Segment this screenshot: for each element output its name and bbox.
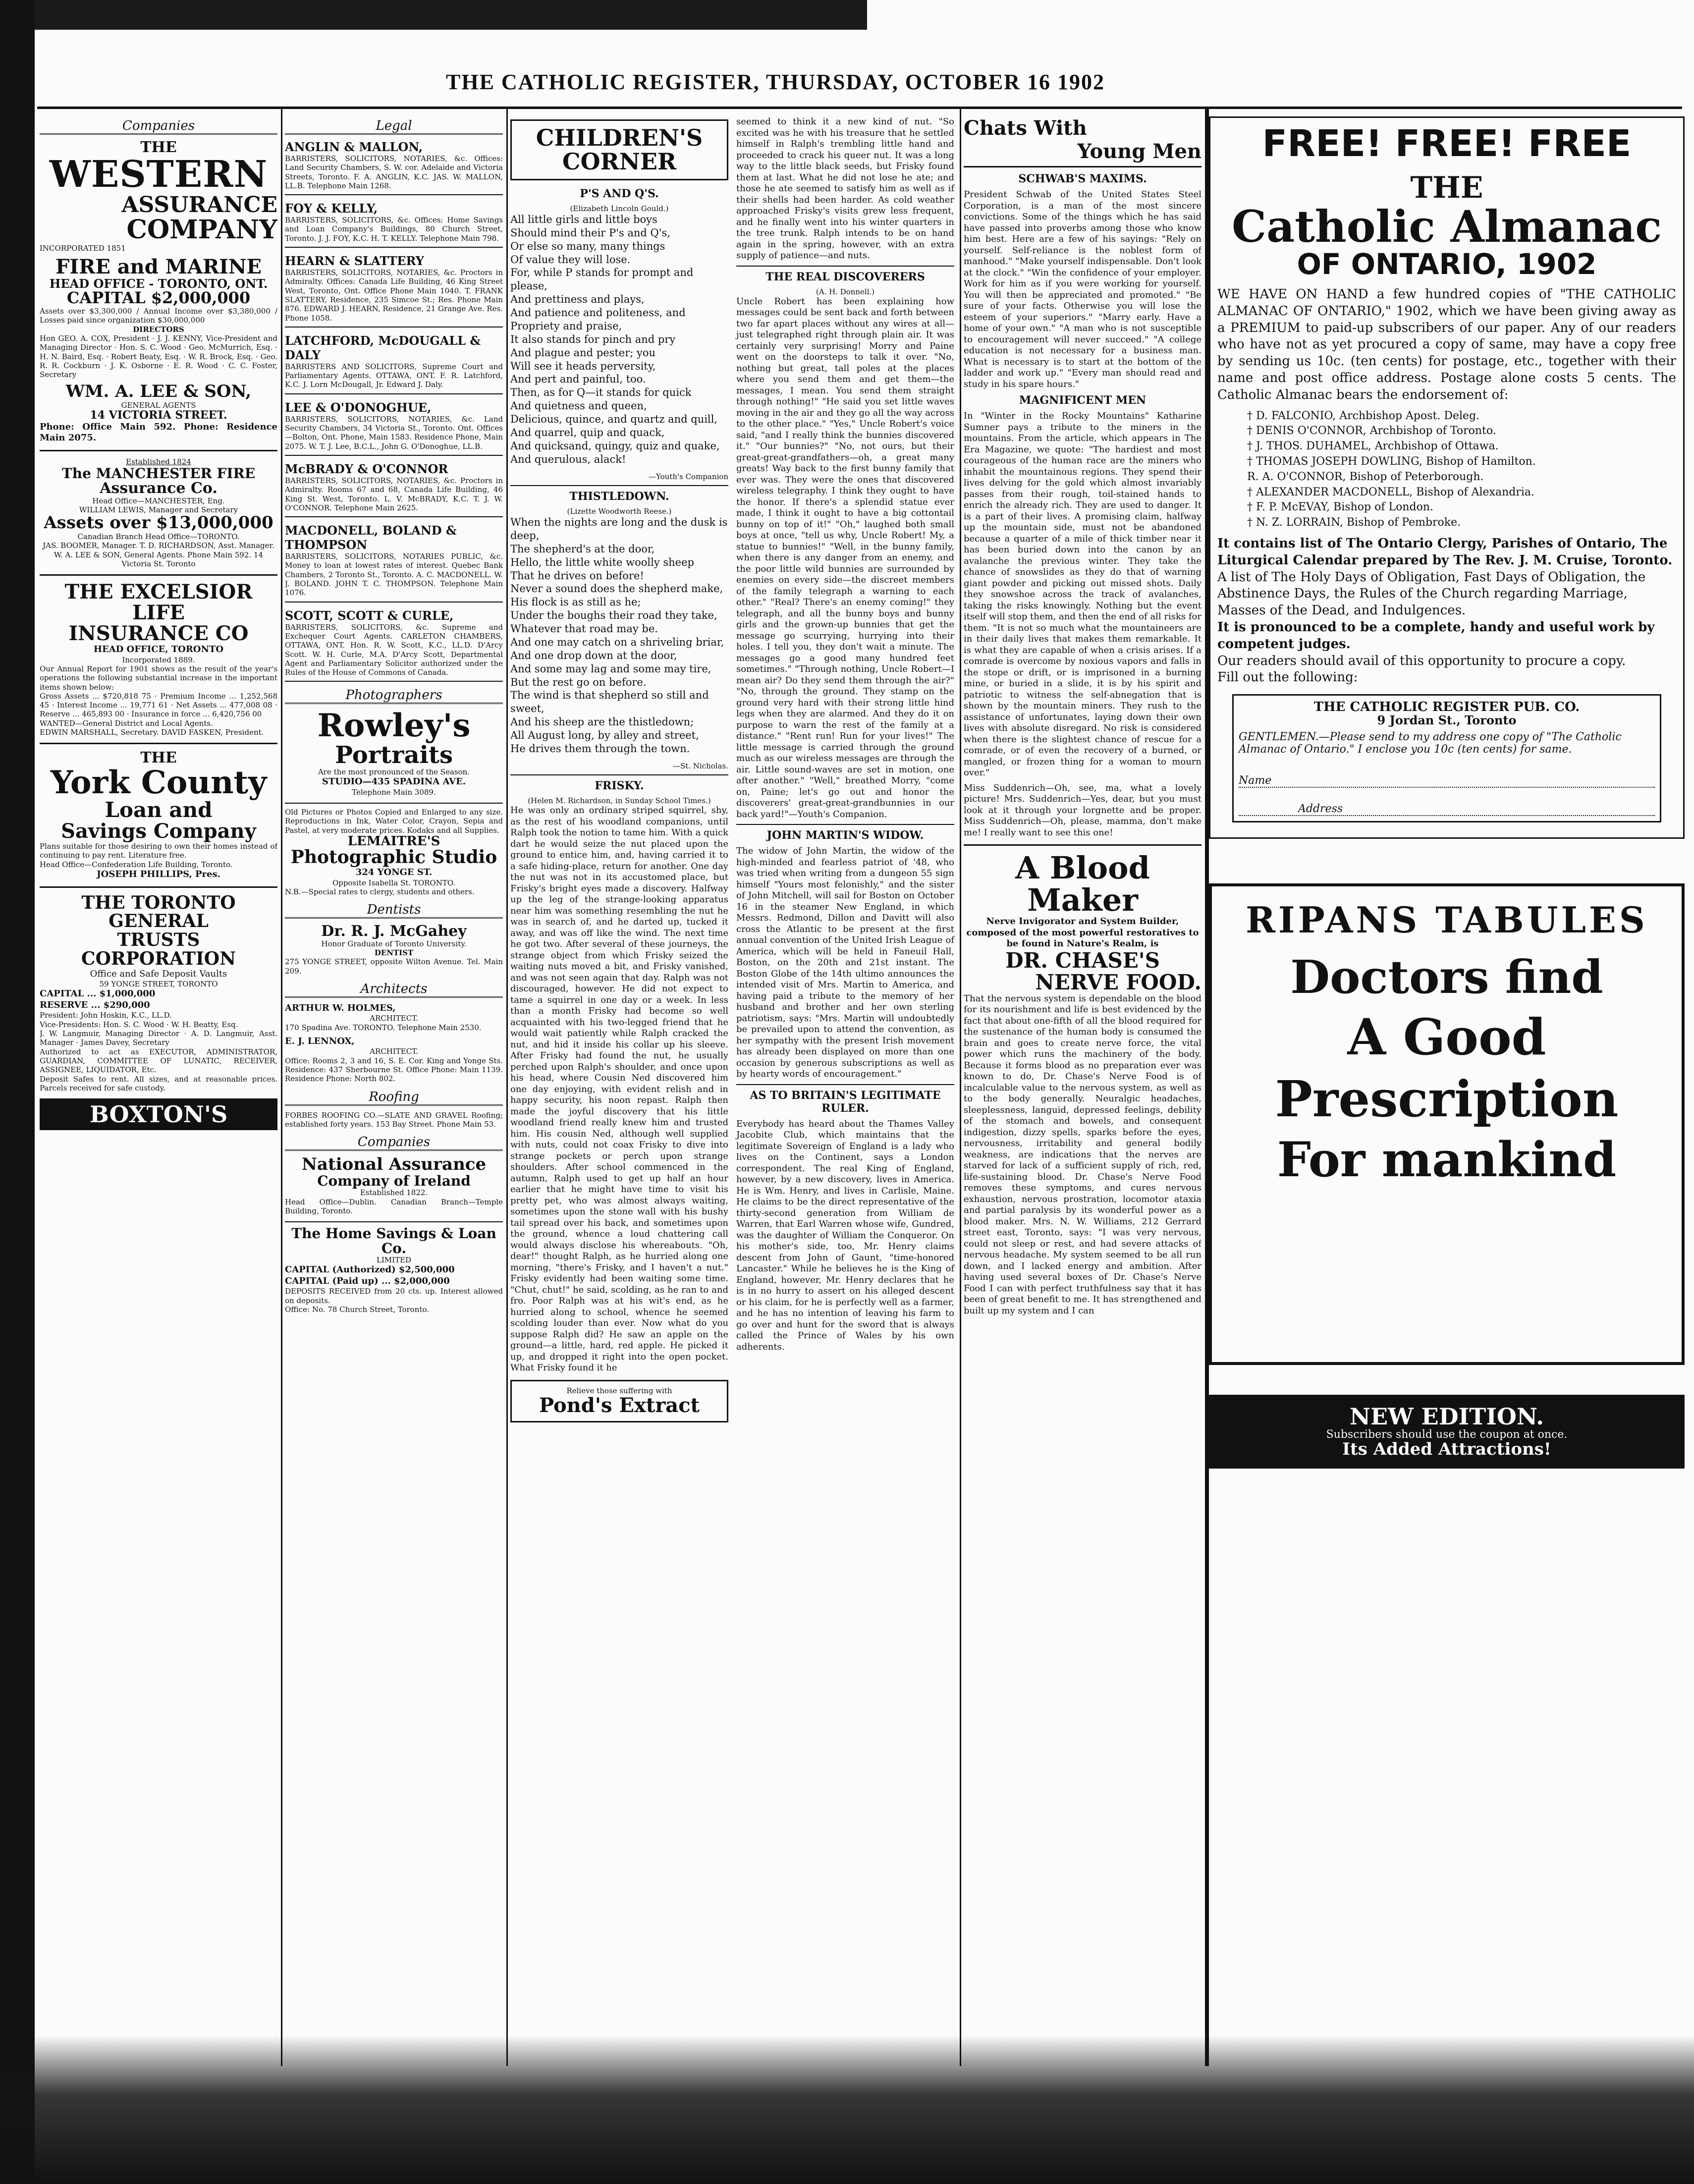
ad-text: 59 YONGE STREET, TORONTO xyxy=(99,980,218,989)
ad-line: ARTHUR W. HOLMES, xyxy=(285,1002,396,1013)
ad-text: Office and Safe Deposit Vaults xyxy=(90,968,227,979)
ad-text: Head Office—Confederation Life Building, Toronto. xyxy=(40,860,233,869)
section-heading: Companies xyxy=(40,118,277,135)
article-title: MAGNIFICENT MEN xyxy=(1019,394,1147,407)
divider xyxy=(736,266,954,267)
ad-line: ASSURANCE xyxy=(121,192,277,218)
article-body: President Schwab of the United States Steel Corporation, is a man of the most sincere convictions. Some of the things which he has said have passed into proverbs among those who know him best. Here are a few of his sayings: "Rely on yourself. Self-reliance is the noblest form of manhood." "Make yourself indispensable. Don't look at the clock." "Win the confidence of your employer. Work for him as if you were working for yourself. You will then be appreciated and promoted." "Be sure of your facts. Otherwise you will lose the esteem of your superiors." "Marry early. Have a home of your own." "A man who is not susceptible to encouragement will never succeed." "A college education is not necessary for a business man. What is necessary is to start at the bottom of the ladder and work up." "Every man should read and study in his spare hours." xyxy=(964,189,1202,389)
divider xyxy=(510,485,728,486)
endorser-line: † F. P. McEVAY, Bishop of London. xyxy=(1247,501,1433,514)
ad-title: WESTERN xyxy=(49,153,268,196)
ad-text: Authorized to act as EXECUTOR, ADMINISTRATOR, GUARDIAN, COMMITTEE OF LUNATIC, RECEIVER, ASSIGNEE, LIQUIDATOR, Etc. xyxy=(40,1047,277,1075)
ad-text: Deposit Safes to rent. All sizes, and at reasonable prices. Parcels received for safe custody. xyxy=(40,1074,277,1092)
ripans-tabules-ad xyxy=(1209,883,1685,1365)
endorser-line: † N. Z. LORRAIN, Bishop of Pembroke. xyxy=(1247,516,1461,529)
section-heading: Legal xyxy=(285,118,503,135)
ad-text: Assets over $3,300,000 / Annual Income over $3,380,000 / Losses paid since organization $30,000,000 xyxy=(40,307,277,325)
divider xyxy=(285,455,503,456)
masthead: THE CATHOLIC REGISTER, THURSDAY, OCTOBER 16 1902 xyxy=(446,70,1105,94)
roofing-ad: FORBES ROOFING CO.—SLATE AND GRAVEL Roofing; established forty years. 153 Bay Street. Phone Main 53. xyxy=(285,1110,503,1129)
firm-name: ANGLIN & MALLON, xyxy=(285,140,423,154)
divider xyxy=(285,247,503,248)
ad-text: DENTIST xyxy=(374,948,414,957)
coupon-text: GENTLEMEN.—Please send to my address one copy of "The Catholic Almanac of Ontario." I enclose you 10c (ten cents) for same. xyxy=(1239,730,1622,756)
ad-text: Phone: Office Main 592. Phone: Residence Main 2075. xyxy=(40,421,277,443)
ad-text: Subscribers should use the coupon at once. xyxy=(1326,1428,1568,1441)
ad-line: Doctors find xyxy=(1290,950,1603,1004)
poem-line: And some may lag and some may tire, xyxy=(510,662,711,675)
divider xyxy=(285,516,503,517)
poem-source: —Youth's Companion xyxy=(649,472,728,481)
firm-details: BARRISTERS AND SOLICITORS, Supreme Court and Parliamentary Agents. OTTAWA, ONT. F. R. Latchford, K.C. J. Lorn McDougall, Jr. Edward J. Daly. xyxy=(285,362,503,389)
poem-line: He drives them through the town. xyxy=(510,742,690,755)
story-body: He was only an ordinary striped squirrel, shy, as the rest of his woodland companions, until Ralph took the notion to tame him. With a quick dart he would seize the nut placed upon the ground to entice him, and, having carried it to a safe hiding-place, return for another. One day the nut was not in its accustomed place, but Frisky's bright eyes made a discovery. Halfway up the leg of the strange-looking apparatus near him was something resembling the nut he was in search of, and he darted up, tucked it away, and was off like the wind. The next time he got two. After several of these journeys, the strange object from which Frisky seized the waiting nuts moved a bit, and Frisky vanished, and was not seen again that day. Ralph was not discouraged, however. He did not expect to tame a squirrel in one day or a week. In less than a month Frisky had become so well acquainted with his two-legged friend that he would wait patiently while Ralph cracked the nut, and hid it inside his collar up his sleeve. After Frisky had found the nut, he usually perched upon Ralph's shoulder, and once upon his head, where Cousin Ned discovered him one day enjoying, with evident relish and in happy security, his noon repast. Ralph then made the joyful discovery that his little woodland friend really knew him and trusted him. His cousin Ned, although well supplied with nuts, could not coax Frisky to dive into strange pockets or perch upon strange shoulders. After school commenced in the autumn, Ralph used to get up half an hour earlier that he might have time to visit his pretty pet, who was almost always waiting, sometimes upon the stone wall with his bushy tail spread over his back, and sometimes upon the ground, whence a loud chattering call would always disclose his whereabouts. "Oh, dear!" thought Ralph, as he hurried along one morning, "there's Frisky, and I haven't a nut." Frisky evidently had been waiting some time. "Chut, chut!" he said, scolding, as he ran to and fro. Poor Ralph was at his wit's end, as he hurried along to school, whence he seemed scolding louder than ever. Now what do you suppose Ralph did? He saw an apple on the ground—a little, hard, red apple. He picked it up, and dropped it right into the open pocket. What Frisky found it he xyxy=(510,805,728,1373)
ad-text: Nerve Invigorator and System Builder, composed of the most powerful restoratives to be found in Nature's Realm, is xyxy=(966,916,1199,949)
chase-nerve-food-ad xyxy=(964,852,1202,1316)
ad-text: CAPITAL (Paid up) ... $2,000,000 xyxy=(285,1275,450,1286)
firm-name: LEE & O'DONOGHUE, xyxy=(285,400,432,415)
poem-line: It also stands for pinch and pry xyxy=(510,333,676,345)
scan-border xyxy=(0,0,867,30)
firm-name: MACDONELL, BOLAND & THOMPSON xyxy=(285,523,457,552)
endorsers-list xyxy=(1217,409,1676,531)
legal-firm-card xyxy=(285,400,503,456)
ad-text: RESERVE ... $290,000 xyxy=(40,999,150,1010)
ad-line: Its Added Attractions! xyxy=(1342,1439,1551,1459)
childrens-corner-right xyxy=(736,116,954,1429)
firm-name: McBRADY & O'CONNOR xyxy=(285,461,448,476)
firm-details: BARRISTERS, SOLICITORS, NOTARIES, &c. Proctors in Admiralty. Rooms 67 and 68, Canada Life Building, 46 King St. West, Toronto. L. V. McBRADY, K.C. T. J. W. O'CONNOR. Telephone Main 2625. xyxy=(285,476,503,512)
ad-text: LIMITED xyxy=(376,1255,412,1264)
poem-line: And his sheep are the thistledown; xyxy=(510,716,694,728)
ad-title: THE TORONTO GENERAL xyxy=(81,892,236,932)
ad-text: ARCHITECT. xyxy=(370,1047,418,1056)
ad-line: DR. CHASE'S xyxy=(1005,948,1160,973)
poem-line: The shepherd's at the door, xyxy=(510,543,655,555)
ad-text: CAPITAL (Authorized) $2,500,000 xyxy=(285,1264,455,1275)
poem-line: Or else so many, many things xyxy=(510,240,665,252)
legal-firm-card xyxy=(285,333,503,394)
column-rule xyxy=(960,109,961,2066)
firm-details: BARRISTERS, SOLICITORS, &c. Supreme and Exchequer Court Agents. CARLETON CHAMBERS, OTTAWA, ONT. Hon. R. W. Scott, K.C., LL.D. D'Arcy Scott. W. H. Curle, M.A. D'Arcy Scott, Departmental Agent and Parliamentary Solicitor authorized under the Rules of the House of Commons of Canada. xyxy=(285,622,503,677)
ad-text: Established 1824 xyxy=(126,457,191,466)
ad-text: Incorporated 1889. xyxy=(122,655,195,664)
ad-line: Prescription xyxy=(1275,1069,1619,1128)
ad-title: BOXTON'S xyxy=(40,1098,277,1130)
ad-text: Honor Graduate of Toronto University. xyxy=(321,939,467,948)
divider xyxy=(285,194,503,195)
ad-title: RIPANS TABULES xyxy=(1246,898,1648,941)
divider xyxy=(285,327,503,328)
ad-line: FIRE and MARINE xyxy=(55,255,262,279)
poem-line: And patience and politeness, and xyxy=(510,307,686,319)
ad-text: CAPITAL ... $1,000,000 xyxy=(40,988,156,999)
childrens-corner-banner xyxy=(510,119,728,180)
ad-text: Canadian Branch Head Office—TORONTO. xyxy=(77,532,240,541)
coupon-name-field[interactable]: Name xyxy=(1239,760,1655,788)
ad-text: Opposite Isabella St. TORONTO. xyxy=(332,878,456,887)
coupon-line: 9 Jordan St., Toronto xyxy=(1377,713,1517,728)
ad-text: Our Annual Report for 1901 shows as the result of the year's operations the following substantial increase in the important items shown below: xyxy=(40,664,277,692)
article-body: In "Winter in the Rocky Mountains" Katharine Sumner pays a tribute to the miners in the mountains. From the article, which appears in The Era Magazine, we quote: "The hardiest and most courageous of the human race are the miners who inhabit the mountainous regions. They spend their lives delving for the gold which almost invariably passes from their rough, toil-stained hands to enrich the already rich. They are used to danger. It is a part of their lives. A promising claim, halfway up the mountain side, must not be abandoned because a quarter of a mile of thick timber near it has been buried down into the canon by an avalanche the previous winter. They take the chance of snowslides as they do that of warning giant powder and picking out missed shots. Daily they snowshoe across the track of avalanches, taking the risks knowingly. Nothing but the event itself will stop them, and then the end of all risks for them. "It is not so much what the mountaineers are in their daily lives that makes them remarkable. It is what they are capable of when a crisis arises. If a comrade is overcome by noxious vapors and falls in the stope or drift, or is imprisoned in a burning mine, or buried in a slide, it is by his spirit and patriotic to witness the self-abnegation that is shown by the mountain miners. They rush to the assistance of unfortunates, laying down their own lives with absolute disregard. No risk is considered when there is the slightest chance of rescue for a comrade, or of even the recovery of a burned, or mangled, or frozen thing for a woman to mourn over." xyxy=(964,411,1202,778)
article-body: Miss Suddenrich—Oh, see, ma, what a lovely picture! Mrs. Suddenrich—Yes, dear, but you must look at it through your lorgnette and be proper. Miss Suddenrich—Oh, please, mamma, don't make me! I really want to see this one! xyxy=(964,782,1202,838)
divider xyxy=(510,774,728,775)
legal-firm-card xyxy=(285,523,503,602)
ad-line: CAPITAL $2,000,000 xyxy=(66,288,251,308)
section-heading: Architects xyxy=(285,982,503,998)
endorser-line: † ALEXANDER MACDONELL, Bishop of Alexandria. xyxy=(1247,486,1535,498)
column-chats-young-men xyxy=(964,116,1202,2049)
section-heading: Companies xyxy=(285,1135,503,1151)
new-edition-ad xyxy=(1209,1395,1685,1469)
banner-title: CHILDREN'S xyxy=(536,124,703,151)
ad-text: Plans suitable for those desiring to own their homes instead of continuing to pay rent. Literature free. xyxy=(40,842,277,860)
poem-line: But the rest go on before. xyxy=(510,676,647,688)
firm-details: BARRISTERS, SOLICITORS, NOTARIES, &c. Proctors in Admiralty. Offices: Canada Life Building, 46 King Street West, Toronto, Ont. Office Phone Main 1040. T. FRANK SLATTERY, Residence, 235 Simcoe St.; Res. Phone Main 876. EDWARD J. HEARN, Residence, 21 Grange Ave. Res. Phone 1058. xyxy=(285,268,503,323)
story-body: Uncle Robert has been explaining how messages could be sent back and forth between two far apart places without any wires at all—just telegraphed right through plain air. It was certainly very surprising! Morry and Paine went on the doorsteps to talk it over. "No, nothing but great, tall poles at the places where you send them and get them—the messages, I mean. You send them straight through nothing!" "He said you set little waves moving in the air and they go all the way across to the other place." "Yes," Uncle Robert's voice said, "and I really think the bunnies discovered it." "Our bunnies?" "No, not ours, but their great-great-grandfathers—oh, a great many greats! Way back to the first bunny family that ever was. They were the ones that discovered wireless telegraphy. I think they ought to have the honor. If there's a splendid statue ever made, I think it ought to have a big cottontail bunny on top of it!" "Oh," laughed both small boys at once, "tell us why, Uncle Robert! My, a statue to bunnies!" "Well, in the bunny family, when there is any danger from an enemy, and the poor little wild bunnies are surrounded by enemies on every side—the discreet members of the family telegraph a warning to each other." "Real? There's an enemy coming!" they telegraph, and all the bunny boys and bunny girls and the grown-up bunnies that get the message go scurrying, hurrying into their holes. I tell you, they don't wait a minute. The messages go a good many hundred feet sometimes." "Through nothing, Uncle Robert—I mean air? Do they send them through the air?" "No, through the ground. They stamp on the ground very hard with their strong little hind legs when they are alarmed. And they do it on purpose to warn the rest of the family at a distance." "Rent run! Run for your lives!" The little message is carried through the ground much as our wireless messages are through the air. Little sound-waves are set in motion, one after another." "Well," breathed Morry, "come on, Paine; let's go out and honor the discoverers' great-great-grandbunnies in our back yard!"—Youth's Companion. xyxy=(736,296,954,819)
section-title: Young Men xyxy=(1077,140,1202,163)
divider xyxy=(40,743,277,744)
ad-text: Old Pictures or Photos Copied and Enlarged to any size. Reproductions in Ink, Water Color, Crayon, Sepia and Pastel, at very moderate prices. Kodaks and all Supplies. xyxy=(285,808,503,835)
ad-text: Relieve those suffering with xyxy=(566,1386,672,1395)
ad-title: Dr. R. J. McGahey xyxy=(321,923,467,940)
rowley-ad xyxy=(285,709,503,797)
ad-text: Office: No. 78 Church Street, Toronto. xyxy=(285,1305,430,1314)
column-legal xyxy=(285,116,503,2049)
divider xyxy=(40,886,277,888)
dentist-ad xyxy=(285,924,503,976)
ad-text: Telephone Main 3089. xyxy=(352,787,436,797)
ad-text: Vice-Presidents: Hon. S. C. Wood · W. H. Beatty, Esq. xyxy=(40,1020,238,1029)
ad-text: ARCHITECT. xyxy=(370,1014,418,1023)
section-heading: Roofing xyxy=(285,1090,503,1106)
banner-title: CORNER xyxy=(562,148,677,175)
ad-text: JOSEPH PHILLIPS, Pres. xyxy=(97,869,220,879)
poem-line: And one may catch on a shriveling briar, xyxy=(510,636,724,648)
story-title: THE REAL DISCOVERERS xyxy=(765,270,925,283)
poem-line: Should mind their P's and Q's, xyxy=(510,226,670,239)
article-title: AS TO BRITAIN'S LEGITIMATE RULER. xyxy=(750,1089,941,1115)
article-body: Everybody has heard about the Thames Valley Jacobite Club, which maintains that the legitimate Sovereign of England is a lady who lives on the Continent, says a London correspondent. The real King of England, however, by a new discovery, lives in America. He is Wm. Henry, and lives in Carlisle, Maine. He claims to be the direct representative of the thirty-second generation from William de Warren, that Earl Warren whose wife, Gundred, was the daughter of William the Conqueror. On his mother's side, too, Mr. Henry claims descent from John of Gaunt, "time-honored Lancaster." While he believes he is the King of England, however, Mr. Henry declares that he is in no hurry to assert on his alleged descent or his claim, for he is perfectly well as a farmer, and he has no intention of leaving his farm to go over and hunt for the sword that is always called the Prince of Wales by his own adherents. xyxy=(736,1118,954,1352)
ad-title: The Home Savings & Loan Co. xyxy=(291,1225,496,1256)
scan-shadow xyxy=(0,2035,1694,2184)
ad-text: Are the most pronounced of the Season. xyxy=(318,767,470,776)
chats-header xyxy=(964,116,1202,167)
poem-title: P'S AND Q'S. xyxy=(580,187,659,200)
ad-text: EDWIN MARSHALL, Secretary. DAVID FASKEN, President. xyxy=(40,728,264,737)
ad-line: THE xyxy=(1410,170,1483,205)
ad-text: WILLIAM LEWIS, Manager and Secretary xyxy=(79,505,238,514)
ad-line: E. J. LENNOX, xyxy=(285,1036,355,1046)
poem-line: Delicious, quince, and quartz and quill, xyxy=(510,413,718,426)
ad-line: Assets over $13,000,000 xyxy=(44,513,273,533)
manchester-fire-ad xyxy=(40,457,277,569)
ad-line: OF ONTARIO, 1902 xyxy=(1297,247,1597,281)
order-coupon xyxy=(1232,694,1661,822)
divider xyxy=(285,803,503,804)
poem-line: His flock is as still as he; xyxy=(510,596,641,608)
divider xyxy=(285,1221,503,1222)
legal-firm-card xyxy=(285,140,503,195)
poem-line: Then, as for Q—it stands for quick xyxy=(510,386,692,399)
ad-text: Office: Rooms 2, 3 and 16, S. E. Cor. King and Yonge Sts. Residence: 437 Sherbourne St. Office Phone: Main 1139. Residence Phone: North 802. xyxy=(285,1056,503,1084)
ad-line: Assurance Co. xyxy=(100,480,218,497)
poem-line: All August long, by alley and street, xyxy=(510,729,699,742)
ad-text: J. W. Langmuir, Managing Director · A. D. Langmuir, Asst. Manager · James Davey, Secretary xyxy=(40,1029,277,1047)
poem-line: And quarrel, quip and quack, xyxy=(510,426,665,438)
poem-line: Hello, the little white woolly sheep xyxy=(510,556,694,568)
firm-details: BARRISTERS, SOLICITORS, NOTARIES PUBLIC, &c. Money to loan at lowest rates of interest. Quebec Bank Chambers, 2 Toronto St., Toronto. A. C. MACDONELL. W. J. BOLAND. JOHN T. C. THOMPSON. Telephone Main 1076. xyxy=(285,552,503,598)
ad-text: Hon GEO. A. COX, President · J. J. KENNY, Vice-President and Managing Director · Hon. S. C. Wood · Geo. McMurrich, Esq. · H. N. Baird, Esq. · Robert Beaty, Esq. · W. R. Brock, Esq. · Geo. R. R. Cockburn · J. K. Osborne · E. R. Wood · C. C. Foster, Secretary xyxy=(40,333,277,380)
column-rule xyxy=(1205,109,1209,2066)
scan-border xyxy=(0,0,35,2184)
divider xyxy=(964,844,1202,846)
childrens-corner-left xyxy=(510,116,728,1429)
firm-name: HEARN & SLATTERY xyxy=(285,254,424,269)
divider xyxy=(736,824,954,825)
ad-title: THE EXCELSIOR LIFE xyxy=(64,580,253,625)
ad-title: Photographic Studio xyxy=(290,847,497,868)
legal-firm-card xyxy=(285,462,503,517)
ad-text: Fill out the following: xyxy=(1217,670,1358,685)
ad-text: Head Office—MANCHESTER, Eng. xyxy=(92,496,225,505)
ad-line: 14 VICTORIA STREET. xyxy=(90,409,227,422)
coupon-title: THE CATHOLIC REGISTER PUB. CO. xyxy=(1313,700,1580,715)
legal-list xyxy=(285,140,503,682)
divider xyxy=(285,393,503,394)
ad-line: HEAD OFFICE - TORONTO, ONT. xyxy=(49,276,268,291)
ad-line: THE xyxy=(140,749,177,767)
poem-line: The wind is that shepherd so still and sweet, xyxy=(510,689,709,715)
poem-line: And prettiness and plays, xyxy=(510,293,645,306)
ad-line: For mankind xyxy=(1277,1131,1617,1188)
poem-title: THISTLEDOWN. xyxy=(569,490,669,503)
ad-title: Catholic Almanac xyxy=(1232,200,1662,252)
ad-line: Company of Ireland xyxy=(317,1172,471,1189)
national-assurance-ad xyxy=(285,1156,503,1215)
ad-line: NERVE FOOD. xyxy=(1035,970,1202,994)
ad-line: LEMAITRE'S xyxy=(347,833,440,849)
ad-title: The MANCHESTER FIRE xyxy=(61,465,256,482)
divider xyxy=(285,601,503,602)
toronto-trusts-ad xyxy=(40,894,277,1093)
ad-text: INCORPORATED 1851 xyxy=(40,243,126,253)
ad-line: Savings Company xyxy=(61,819,256,843)
excelsior-life-ad xyxy=(40,582,277,737)
endorser-line: R. A. O'CONNOR, Bishop of Peterborough. xyxy=(1247,470,1484,483)
poem-line: And plague and pester; you xyxy=(510,346,656,359)
divider xyxy=(285,681,503,682)
column-childrens-corner xyxy=(510,116,956,2049)
ad-text: 324 YONGE ST. xyxy=(355,867,433,878)
divider xyxy=(40,574,277,576)
column-rule xyxy=(506,109,508,2066)
firm-details: BARRISTERS, SOLICITORS, &c. Offices: Home Savings and Loan Company's Buildings, 80 Church Street, Toronto. J. J. FOY, K.C. H. T. KELLY. Telephone Main 798. xyxy=(285,216,503,243)
ad-text: 170 Spadina Ave. TORONTO. Telephone Main 2530. xyxy=(285,1023,482,1032)
divider xyxy=(40,450,277,451)
poem-line: That he drives on before! xyxy=(510,569,644,582)
endorser-line: † J. THOS. DUHAMEL, Archbishop of Ottawa. xyxy=(1247,440,1499,453)
poem-line: Propriety and praise, xyxy=(510,320,622,332)
story-author: (Helen M. Richardson, in Sunday School Times.) xyxy=(528,796,711,806)
legal-firm-card xyxy=(285,201,503,248)
legal-firm-card xyxy=(285,608,503,682)
section-heading: Photographers xyxy=(285,688,503,704)
column-companies xyxy=(40,116,277,2049)
ponds-extract-ad xyxy=(510,1380,728,1422)
poem-line: And quietness and queen, xyxy=(510,400,647,412)
section-heading: Dentists xyxy=(285,902,503,919)
ad-title: A Blood Maker xyxy=(1015,850,1150,919)
endorser-line: † DENIS O'CONNOR, Archbishop of Toronto. xyxy=(1247,425,1496,437)
ad-text: WANTED—General District and Local Agents. xyxy=(40,718,213,728)
home-savings-ad xyxy=(285,1226,503,1314)
firm-name: FOY & KELLY, xyxy=(285,201,378,216)
legal-firm-card xyxy=(285,254,503,328)
poem-line: Of value they will lose. xyxy=(510,253,631,266)
article-body: The widow of John Martin, the widow of the high-minded and fearless patriot of '48, who was tried when writing from a dungeon 55 sign himself "Yours most felonishly," and the sister of John Mitchell, will sail for Boston on October 16 in the steamer New England, in which Messrs. Redmond, Dillon and Davitt will also cross the Atlantic to be present at the first annual convention of the United Irish League of America, which will be held in Faneuil Hall, Boston, on the 20th and 21st instant. The Boston Globe of the 14th ultimo announces the intended visit of Mrs. Martin to America, and having paid a tribute to the memory of her husband and brother and her own sterling patriotism, says: "Mrs. Martin will undoubtedly be prevailed upon to attend the convention, as her sympathy with the present Irish movement has already been displayed on more than one occasion by generous subscriptions as well as by hearty words of encouragement." xyxy=(736,846,954,1080)
poem-author: (Elizabeth Lincoln Gould.) xyxy=(570,204,669,213)
ad-text: Established 1822. xyxy=(360,1188,428,1198)
header-rule xyxy=(37,107,1682,109)
article-title: JOHN MARTIN'S WIDOW. xyxy=(766,829,924,842)
ad-text: A list of The Holy Days of Obligation, Fast Days of Obligation, the Abstinence Days, the Rules of the Church regarding Marriage, Masses of the Dead, and Indulgences. xyxy=(1217,569,1646,618)
firm-details: BARRISTERS, SOLICITORS, NOTARIES, &c. Land Security Chambers, 34 Victoria St., Toronto. Ont. Offices—Bolton, Ont. Phone, Main 1583. Residence Phone, Main 2075. W. T. J. Lee, B.C.L., John G. O'Donoghue, LL.B. xyxy=(285,414,503,451)
ad-text: STUDIO—435 SPADINA AVE. xyxy=(322,776,466,787)
ad-title: National Assurance xyxy=(301,1154,487,1175)
coupon-address-field[interactable]: Address xyxy=(1239,788,1655,816)
article-title: SCHWAB'S MAXIMS. xyxy=(1018,172,1147,185)
ad-text: JAS. BOOMER, Manager. T. D. RICHARDSON, Asst. Manager. xyxy=(43,541,274,550)
firm-details: BARRISTERS, SOLICITORS, NOTARIES, &c. Offices: Land Security Chambers, S. W. cor. Adelaide and Victoria Streets, Toronto. F. A. ANGLIN, K.C. JAS. W. MALLON, LL.B. Telephone Main 1268. xyxy=(285,154,503,190)
divider xyxy=(736,1084,954,1085)
story-title: FRISKY. xyxy=(595,779,644,793)
poem-line: And pert and painful, too. xyxy=(510,373,646,385)
poem-line: And quicksand, quingy, quiz and quake, xyxy=(510,439,720,452)
ad-text: DEPOSITS RECEIVED from 20 cts. up. Interest allowed on deposits. xyxy=(285,1287,503,1305)
ad-text: It is pronounced to be a complete, handy and useful work by competent judges. xyxy=(1217,619,1655,652)
ad-line: INSURANCE CO xyxy=(68,622,249,646)
ad-text: WE HAVE ON HAND a few hundred copies of "THE CATHOLIC ALMANAC OF ONTARIO," 1902, which we have been giving away as a PREMIUM to paid-up subscribers of our paper. Any of our readers who have not as yet procured a copy of same, may have a copy free by sending us 10c. (ten cents) for postage, etc., together with their name and post office address. Postage alone costs 5 cents. The Catholic Almanac bears the endorsement of: xyxy=(1217,286,1676,402)
poem-line: Under the boughs their road they take, xyxy=(510,609,717,622)
ad-title: Rowley's xyxy=(317,707,471,745)
poem-source: —St. Nicholas. xyxy=(672,761,728,770)
ad-text: That the nervous system is dependable on the blood for its nourishment and life is best evidenced by the fact that about one-fifth of all the blood required for the sustenance of the human body is consumed the brain and goes to create nerve force, the vital power which runs the machinery of the body. Because it forms blood as no preparation ever was known to do, Dr. Chase's Nerve Food is of incalculable value to the nervous system, as well as to the body generally. Neuralgic headaches, sleeplessness, languid, depressed feelings, debility of the stomach and bowels, and consequent indigestion, dizzy spells, sparks before the eyes, nervousness, irritability and general bodily weakness, are indications that the nerves are starved for lack of a sufficient supply of rich, red, life-sustaining blood. Dr. Chase's Nerve Food removes these symptoms, and cures nervous exhaustion, nervous prostration, locomotor ataxia and partial paralysis by its wonderful power as a blood maker. Mrs. N. W. Williams, 212 Gerrard street east, Toronto, says: "I was very nervous, could not sleep or rest, and had severe attacks of nervous headache. My system seemed to be all run down, and I lacked energy and ambition. After having used several boxes of Dr. Chase's Nerve Food I can with perfect truthfulness say that it has been of great benefit to me. It has strengthened and built up my system and I can xyxy=(964,993,1202,1316)
york-county-ad xyxy=(40,750,277,880)
ad-text: Our readers should avail of this opportunity to procure a copy. xyxy=(1217,653,1626,668)
poem-line: And one drop down at the door, xyxy=(510,649,677,661)
ad-line: WM. A. LEE & SON, xyxy=(65,382,252,402)
poem-line: Will see it heads perversity, xyxy=(510,360,656,372)
ad-title: FREE! FREE! FREE xyxy=(1262,122,1632,165)
poem-line: Whatever that road may be. xyxy=(510,623,658,635)
column-almanac-ads xyxy=(1209,116,1685,2049)
poem-body xyxy=(510,516,728,756)
lemaitre-ad xyxy=(285,808,503,896)
ad-line: Loan and xyxy=(105,798,213,822)
ad-text: 275 YONGE STREET, opposite Wilton Avenue. Tel. Main 209. xyxy=(285,957,503,976)
poem-line: When the nights are long and the dusk is deep, xyxy=(510,516,728,542)
ad-line: COMPANY xyxy=(126,215,277,245)
poem-body xyxy=(510,213,728,466)
ad-text: DIRECTORS xyxy=(133,325,184,334)
ad-line: THE xyxy=(140,139,177,156)
western-assurance-ad xyxy=(40,140,277,444)
ad-text: Head Office—Dublin. Canadian Branch—Temple Building, Toronto. xyxy=(285,1197,503,1215)
ad-title: York County xyxy=(50,764,267,801)
ad-text: President: John Hoskin, K.C., LL.D. xyxy=(40,1011,172,1020)
story-body: seemed to think it a new kind of nut. "So excited was he with his treasure that he settled himself in Ralph's trembling little hand and proceeded to crack his queer nut. It was a long way to the little black seeds, but Frisky found them at last. What he did not lose he ate; and those he ate seemed to satisfy him as well as if their shells had been harder. As cold weather approached Frisky's visits grew less frequent, and he finally went into his winter quarters in the tree trunk. Ralph intends to be on hand again in the spring, however, with an extra supply of patience—and nuts. xyxy=(736,116,954,261)
architect-ad xyxy=(285,1003,503,1084)
ad-line: TRUSTS CORPORATION xyxy=(81,929,236,969)
ad-text: GENERAL AGENTS xyxy=(121,401,196,410)
ad-line: A Good xyxy=(1347,1007,1546,1066)
poem-line: And querulous, alack! xyxy=(510,453,626,465)
ad-text: HEAD OFFICE, TORONTO xyxy=(93,644,224,655)
endorser-line: † D. FALCONIO, Archbishop Apost. Deleg. xyxy=(1247,409,1480,422)
almanac-ad xyxy=(1209,116,1685,839)
firm-name: LATCHFORD, McDOUGALL & DALY xyxy=(285,333,481,362)
ad-title: Pond's Extract xyxy=(539,1394,700,1418)
poem-author: (Lizette Woodworth Reese.) xyxy=(567,506,672,516)
ad-text: N.B.—Special rates to clergy, students and others. xyxy=(285,887,475,896)
ad-text: W. A. LEE & SON, General Agents. Phone Main 592. 14 Victoria St. Toronto xyxy=(54,550,263,568)
endorser-line: † THOMAS JOSEPH DOWLING, Bishop of Hamilton. xyxy=(1247,455,1536,468)
ad-text: It contains list of The Ontario Clergy, Parishes of Ontario, The Liturgical Calendar prepared by The Rev. J. M. Cruise, Toronto. xyxy=(1217,536,1673,568)
poem-line: Never a sound does the shepherd make, xyxy=(510,583,723,595)
column-rule xyxy=(281,109,282,2066)
ad-text: Gross Assets ... $720,818 75 · Premium Income ... 1,252,568 45 · Interest Income ... 19,771 61 · Net Assets ... 477,008 08 · Reserve ... 465,893 00 · Insurance in force ... 6,420,756 00 xyxy=(40,691,277,719)
section-title: Chats With xyxy=(964,116,1087,140)
story-author: (A. H. Donnell.) xyxy=(816,287,875,296)
ad-line: Portraits xyxy=(334,741,453,769)
ad-title: NEW EDITION. xyxy=(1349,1403,1544,1430)
poem-line: All little girls and little boys xyxy=(510,213,657,225)
firm-name: SCOTT, SCOTT & CURLE, xyxy=(285,608,454,623)
poem-line: For, while P stands for prompt and please, xyxy=(510,267,694,292)
